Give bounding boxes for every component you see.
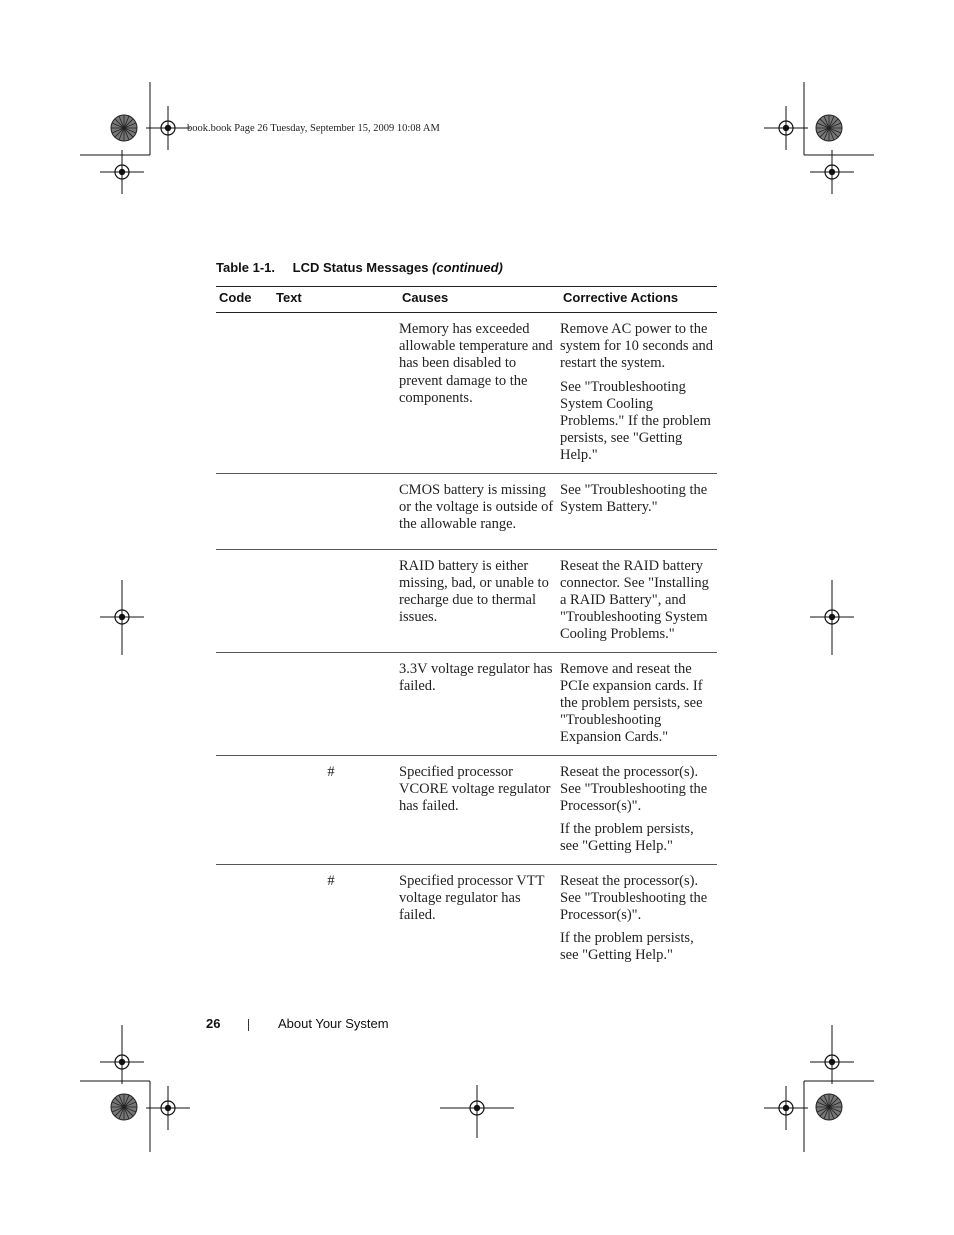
- crop-mark-top-right: [804, 82, 874, 155]
- registration-star-icon: [816, 1094, 842, 1120]
- table-row: [216, 313, 717, 474]
- action-paragraph: If the problem persists, see "Getting Help.": [560, 821, 694, 855]
- cell-code: [216, 313, 273, 474]
- cell-cause: Specified processor VCORE voltage regulator has failed.: [399, 755, 560, 864]
- cell-text: [273, 549, 399, 652]
- crop-mark-bottom-right: [804, 1081, 874, 1152]
- cell-code: [216, 473, 273, 549]
- table-row: [216, 549, 717, 652]
- registration-star-icon: [111, 115, 137, 141]
- cell-text: [273, 473, 399, 549]
- cell-code: [216, 549, 273, 652]
- action-paragraph: See "Troubleshooting System Cooling Problems." If the problem persists, see "Getting Help.": [560, 378, 711, 464]
- cell-cause: Memory has exceeded allowable temperature and has been disabled to prevent damage to the components.: [399, 313, 560, 474]
- action-paragraph: Reseat the RAID battery connector. See "Installing a RAID Battery", and "Troubleshooting System Cooling Problems.": [560, 557, 709, 643]
- action-paragraph: Reseat the processor(s). See "Troubleshooting the Processor(s)".: [560, 872, 708, 924]
- table-row: [216, 755, 717, 864]
- registration-target-icon: [764, 1086, 808, 1130]
- header-code: Code: [216, 287, 273, 313]
- action-paragraph: If the problem persists, see "Getting Help.": [560, 930, 694, 964]
- page-footer: [206, 1016, 389, 1031]
- cell-actions: [560, 313, 717, 474]
- table-row: [216, 473, 717, 549]
- table-title: LCD Status Messages: [292, 260, 429, 275]
- cell-actions: [560, 652, 717, 755]
- cell-cause: CMOS battery is missing or the voltage is outside of the allowable range.: [399, 473, 560, 549]
- table-row: [216, 864, 717, 973]
- print-slug-line: book.book Page 26 Tuesday, September 15, 2009 10:08 AM: [187, 123, 440, 134]
- header-causes: Causes: [399, 287, 560, 313]
- table-continued-label: (continued): [432, 260, 503, 275]
- registration-target-icon: [146, 1086, 190, 1130]
- cell-actions: [560, 549, 717, 652]
- table-row: [216, 652, 717, 755]
- footer-section-title: About Your System: [278, 1016, 389, 1031]
- cell-actions: [560, 473, 717, 549]
- cell-text: #: [327, 872, 335, 889]
- registration-target-icon: [764, 106, 808, 150]
- action-paragraph: Remove AC power to the system for 10 seconds and restart the system.: [560, 321, 714, 372]
- registration-star-icon: [816, 115, 842, 141]
- cell-text: [273, 652, 399, 755]
- registration-star-icon: [111, 1094, 137, 1120]
- action-paragraph: Remove and reseat the PCIe expansion cards. If the problem persists, see "Troubleshooting Expansion Cards.": [560, 660, 703, 746]
- registration-target-icon: [146, 106, 190, 150]
- header-text: Text: [273, 287, 399, 313]
- cell-code: [216, 864, 273, 973]
- page-number: 26: [206, 1016, 221, 1031]
- cell-code: [216, 755, 273, 864]
- cell-cause: 3.3V voltage regulator has failed.: [399, 652, 560, 755]
- action-paragraph: See "Troubleshooting the System Battery.": [560, 481, 708, 515]
- footer-divider: [248, 1019, 249, 1031]
- table-header-row: [216, 287, 717, 313]
- cell-cause: Specified processor VTT voltage regulator has failed.: [399, 872, 545, 924]
- cell-actions: [560, 864, 717, 973]
- header-corrective-actions: Corrective Actions: [560, 287, 717, 313]
- cell-actions: [560, 755, 717, 864]
- cell-text: #: [273, 755, 399, 864]
- lcd-status-messages-table: [216, 286, 717, 973]
- cell-cause: RAID battery is either missing, bad, or unable to recharge due to thermal issues.: [399, 549, 560, 652]
- registration-target-icon: [100, 150, 144, 194]
- table-caption: [216, 260, 503, 275]
- cell-code: [216, 652, 273, 755]
- table-number: Table 1-1.: [216, 260, 276, 275]
- registration-target-icon: [810, 150, 854, 194]
- action-paragraph: Reseat the processor(s). See "Troubleshooting the Processor(s)".: [560, 763, 708, 815]
- cell-text: [273, 313, 399, 474]
